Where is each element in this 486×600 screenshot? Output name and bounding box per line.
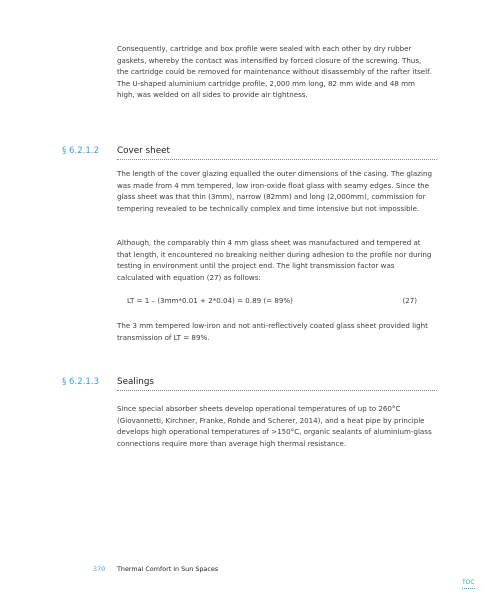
- equation-text: LT = 1 – (3mm*0.01 + 2*0.04) = 0.89 (= 89%): [127, 296, 293, 305]
- paragraph-cover-glazing: The length of the cover glazing equalled the outer dimensions of the casing. The glazing was made from 4 mm tempered, low iron-oxide float glass with seamy edges. Since the glass sheet was that thin (3mm), narrow (82mm) and long (2,000mm), commission for tempering revealed to be technically complex and time intensive but not impossible.: [117, 169, 432, 213]
- section-divider: [117, 390, 437, 391]
- section-heading-cover-sheet: [62, 145, 437, 157]
- equation-number: (27): [402, 296, 417, 305]
- book-title: Thermal Comfort in Sun Spaces: [117, 565, 219, 573]
- page-number: 370: [93, 565, 106, 573]
- section-heading-sealings: [62, 376, 437, 388]
- paragraph-light-transmission: The 3 mm tempered low-iron and not anti-reflectively coated glass sheet provided light transmission of LT = 89%.: [117, 321, 428, 342]
- paragraph-cartridge-sealing: Consequently, cartridge and box profile were sealed with each other by dry rubber gaskets, whereby the contact was intensified by forced closure of the screwing. Thus, the cartridge could be removed for maintenance without disassembly of the rafter itself. The U-shaped aluminium cartridge profile, 2,000 mm long, 82 mm wide and 48 mm high, was welded on all sides to provide air tightness.: [117, 44, 432, 100]
- section-number: § 6.2.1.2: [62, 146, 100, 156]
- section-divider: [117, 159, 437, 160]
- section-title: Sealings: [117, 377, 155, 387]
- section-title: Cover sheet: [117, 146, 170, 156]
- paragraph-glass-tempering: Although, the comparably thin 4 mm glass sheet was manufactured and tempered at that length, it encountered no breaking neither during adhesion to the profile nor during testing in environment until the project end. The light transmission factor was calculated with equation (27) as follows:: [117, 238, 432, 282]
- equation-light-transmission: [127, 295, 417, 307]
- toc-link[interactable]: TOC: [462, 579, 475, 589]
- paragraph-sealings: Since special absorber sheets develop operational temperatures of up to 260°C (Giovannetti, Kirchner, Franke, Rohde and Scherer, 2014), and a heat pipe by principle develops high operational temperatures of >150°C, organic sealants of aluminium-glass connections require more than average high thermal resistance.: [117, 404, 432, 448]
- section-number: § 6.2.1.3: [62, 377, 100, 387]
